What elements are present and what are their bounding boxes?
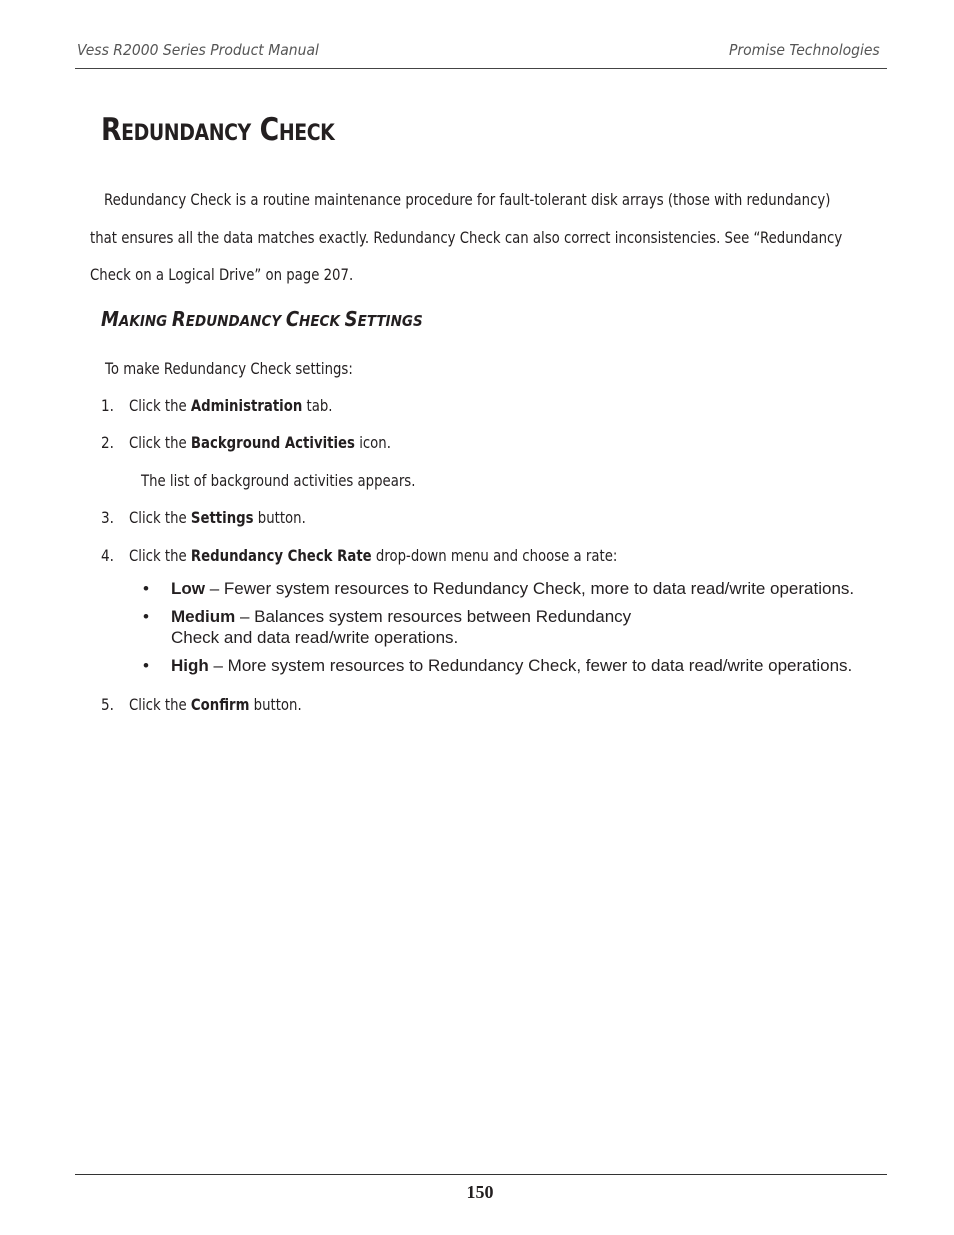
page-number xyxy=(0,1182,954,1203)
rate-name: Medium xyxy=(171,607,236,626)
rate-low xyxy=(171,579,854,599)
subsection-title xyxy=(101,307,423,331)
step-pre: Click the xyxy=(129,508,191,527)
intro-line-3: Check on a Logical Drive” on page 207. xyxy=(90,265,354,284)
intro-line-2: that ensures all the data matches exactly. Redundancy Check can also correct inconsistencies. See “Redundancy xyxy=(90,228,843,247)
running-header-company: Promise Technologies xyxy=(729,41,880,59)
rate-desc: – Fewer system resources to Redundancy Check, more to data read/write operations. xyxy=(205,579,855,598)
subtitle-part: HECK xyxy=(299,312,345,330)
section-title xyxy=(101,112,334,148)
subtitle-part: ETTINGS xyxy=(357,312,423,330)
step-text xyxy=(129,508,306,527)
bullet-dot: • xyxy=(143,656,149,675)
step-number: 4. xyxy=(101,546,114,565)
intro-line-1: Redundancy Check is a routine maintenance procedure for fault-tolerant disk arrays (those with redundancy) xyxy=(104,190,831,209)
title-initial-r: R xyxy=(101,112,122,148)
step-pre: Click the xyxy=(129,433,191,452)
rate-name: Low xyxy=(171,579,205,598)
step-bold: Confirm xyxy=(190,695,250,714)
step-post: button. xyxy=(253,508,306,527)
step-note: The list of background activities appears. xyxy=(141,471,416,490)
step-text xyxy=(129,396,333,415)
subtitle-part: AKING xyxy=(118,312,172,330)
subtitle-part: R xyxy=(171,307,186,331)
title-initial-c: C xyxy=(259,112,279,148)
step-pre: Click the xyxy=(129,546,191,565)
title-space xyxy=(251,112,260,148)
running-header-title: Vess R2000 Series Product Manual xyxy=(77,41,319,59)
subtitle-part: C xyxy=(285,307,300,331)
step-post: drop-down menu and choose a rate: xyxy=(371,546,618,565)
subtitle-part: M xyxy=(101,307,119,331)
subtitle-part: S xyxy=(344,307,358,331)
bullet-dot: • xyxy=(143,607,149,626)
bullet-dot: • xyxy=(143,579,149,598)
rate-desc: – More system resources to Redundancy Check, fewer to data read/write operations. xyxy=(208,656,853,675)
step-number: 3. xyxy=(101,508,114,527)
lead-text: To make Redundancy Check settings: xyxy=(105,359,353,378)
step-number: 2. xyxy=(101,433,114,452)
rate-high xyxy=(171,656,852,676)
step-text xyxy=(129,695,302,714)
step-bold: Background Activities xyxy=(190,433,355,452)
step-pre: Click the xyxy=(129,396,191,415)
page-number-text: 150 xyxy=(466,1182,494,1202)
rate-desc: – Balances system resources between Redundancy xyxy=(235,607,632,626)
title-rest-2: HECK xyxy=(278,121,335,146)
step-text xyxy=(129,546,617,565)
step-bold: Redundancy Check Rate xyxy=(190,546,372,565)
subtitle-part: EDUNDANCY xyxy=(185,312,286,330)
header-rule xyxy=(75,68,887,69)
step-bold: Settings xyxy=(190,508,254,527)
step-post: tab. xyxy=(302,396,333,415)
rate-medium-cont: Check and data read/write operations. xyxy=(171,628,459,647)
title-rest-1: EDUNDANCY xyxy=(121,121,251,146)
step-number: 5. xyxy=(101,695,114,714)
footer-rule xyxy=(75,1174,887,1175)
step-number: 1. xyxy=(101,396,114,415)
step-post: icon. xyxy=(354,433,391,452)
rate-medium xyxy=(171,607,631,627)
step-post: button. xyxy=(249,695,302,714)
step-pre: Click the xyxy=(129,695,191,714)
step-text xyxy=(129,433,391,452)
step-bold: Administration xyxy=(190,396,303,415)
rate-name: High xyxy=(171,656,209,675)
